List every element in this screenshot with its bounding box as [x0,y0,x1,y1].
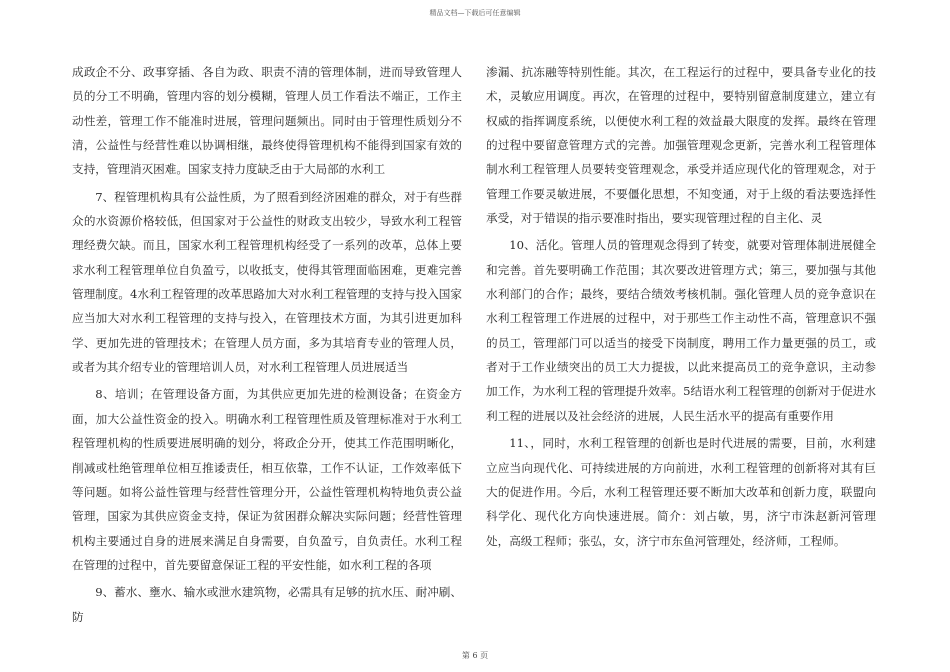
page-number: 第 6 页 [461,651,489,660]
left-column [72,60,462,629]
paragraph: 9、蓄水、壅水、输水或泄水建筑物，必需具有足够的抗水压、耐冲刷、防 [72,585,462,624]
paragraph: 10、活化。管理人员的管理观念得到了转变，就要对管理体制进展健全和完善。首先要明确工作范围；其次要改进管理方式；第三，要加强与其他水利部门的合作；最终，要结合绩效考核机制。强化管理人员的竞争意识在水利工程管理工作进展的过程中，对于那些工作主动性不高，管理意识不强的员工，管理部门可以适当的接受下岗制度，聘用工作力量更强的员工，或者对于工作业绩突出的员工大力提拔，以此来提高员工的竞争意识，主动参加工作，为水利工程的管理提升效率。5结语水利工程管理的创新对于促进水利工程的进展以及社会经济的进展，人民生活水平的提高有重要作用 [486,238,876,423]
paragraph: 11、，同时，水利工程管理的创新也是时代进展的需要，目前，水利建立应当向现代化、可持续进展的方向前进，水利工程管理的创新将对其有巨大的促进作用。今后，水利工程管理还要不断加大改革和创新力度，联盟向科学化、现代化方向快速进展。简介：刘占敏，男，济宁市洙赵新河管理处，高级工程师；张弘，女，济宁市东鱼河管理处，经济师，工程师。 [486,436,876,548]
paragraph: 7、程管理机构具有公益性质，为了照看到经济困难的群众，对于有些群众的水资源价格较低，但国家对于公益性的财政支出较少，导致水利工程管理经费欠缺。而且，国家水利工程管理机构经受了一系列的改革，总体上要求水利工程管理单位自负盈亏，以收抵支，使得其管理面临困难，更难完善管理制度。4水利工程管理的改革思路加大对水利工程管理的支持与投入国家应当加大对水利工程管理的支持与投入，在管理技术方面，为其引进更加科学、更加先进的管理技术；在管理人员方面，多为其培育专业的管理人员，或者为其介绍专业的管理培训人员，对水利工程管理人员进展适当 [72,189,462,375]
paragraph: 成政企不分、政事穿插、各自为政、职责不清的管理体制，进而导致管理人员的分工不明确，管理内容的划分模糊，管理人员工作看法不端正，工作主动性差，管理工作不能准时进展，管理问题频出。同时由于管理性质划分不清，公益性与经营性难以协调相继，最终使得管理机构不能得到国家有效的支持，管理消灭困难。国家支持力度缺乏由于大局部的水利工 [72,65,462,177]
page-header: 精品文档—下载后可任意编辑 [429,9,521,17]
paragraph: 渗漏、抗冻融等特别性能。其次，在工程运行的过程中，要具备专业化的技术，灵敏应用调度。再次，在管理的过程中，要特别留意制度建立，建立有权威的指挥调度系统，以便使水利工程的效益最大限度的发挥。最终在管理的过程中要留意管理方式的完善。加强管理观念更新，完善水利工程管理体制水利工程管理人员要转变管理观念，承受并适应现代化的管理观念，对于管理工作要灵敏进展，不要僵化思想，不知变通，对于上级的看法要选择性承受，对于错误的指示要准时指出，要实现管理过程的自主化、灵 [486,65,876,226]
paragraph: 8、培训；在管理设备方面，为其供应更加先进的检测设备；在资金方面，加大公益性资金的投入。明确水利工程管理性质及管理标准对于水利工程管理机构的性质要进展明确的划分，将政企分开，使其工作范围明晰化，削减或杜绝管理单位相互推诿责任，相互依靠，工作不认证，工作效率低下等问题。如将公益性管理与经营性管理分开，公益性管理机构特地负责公益管理，国家为其供应资金支持，保证为贫困群众解决实际问题；经营性管理机构主要通过自身的进展来满足自身需要，自负盈亏，自负责任。水利工程在管理的过程中，首先要留意保证工程的平安性能，如水利工程的各项 [72,387,462,572]
right-column [486,60,876,553]
